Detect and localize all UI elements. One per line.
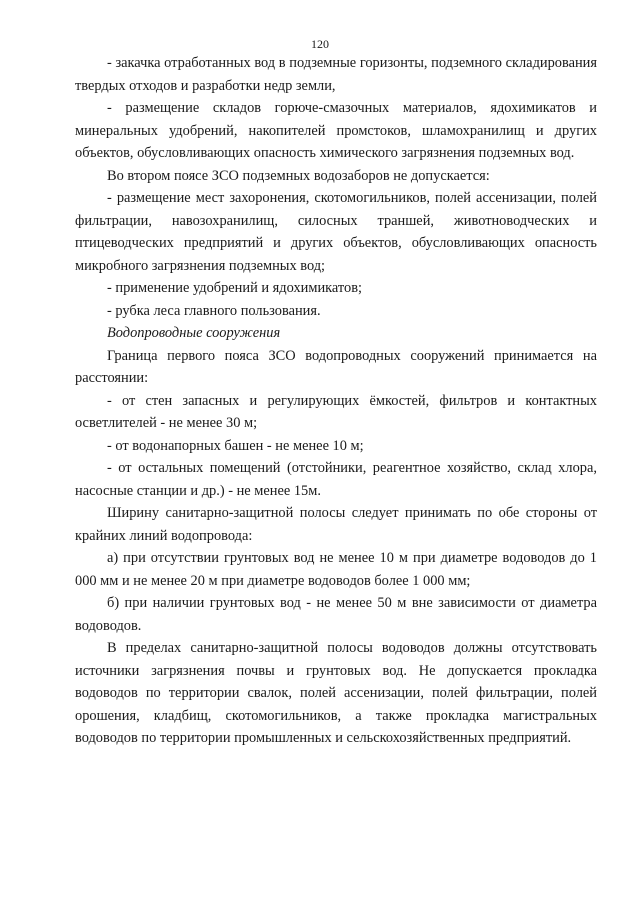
page-number: 120 [311,37,329,51]
paragraph-fuel-storage: - размещение складов горюче-смазочных материалов, ядохимикатов и минеральных удобрений, накопителей промстоков, шламохранилищ и других объектов, обусловливающих опасность химического загрязнения подземных вод. [75,100,597,161]
paragraph-burial-places: - размещение мест захоронения, скотомогильников, полей ассенизации, полей фильтрации, навозохранилищ, силосных траншей, животноводческих и птицеводческих предприятий и других объектов, обусловливающих опасность микробного загрязнения подземных вод; [75,190,597,274]
paragraph-no-groundwater: а) при отсутствии грунтовых вод не менее 10 м при диаметре водоводов до 1 000 мм и не менее 20 м при диаметре водоводов более 1 000 мм; [75,550,597,589]
paragraph-first-zone-boundary: Граница первого пояса ЗСО водопроводных сооружений принимается на расстоянии: [75,347,597,386]
document-body [75,52,597,750]
paragraph-second-zone-intro: Во втором поясе ЗСО подземных водозаборов не допускается: [107,167,490,184]
paragraph-fertilizers: - применение удобрений и ядохимикатов; [107,280,363,296]
paragraph-water-towers: - от водонапорных башен - не менее 10 м; [107,437,364,454]
paragraph-sanitary-strip-width: Ширину санитарно-защитной полосы следует принимать по обе стороны от крайних линий водопровода: [75,505,597,544]
section-heading-water-facilities: Водопроводные сооружения [107,325,281,341]
paragraph-pollution-sources: В пределах санитарно-защитной полосы водоводов должны отсутствовать источники загрязнения почвы и грунтовых вод. Не допускается прокладка водоводов по территории свалок, полей ассенизации, полей фильтрации, полей орошения, кладбищ, скотомогильников, а также прокладка магистральных водоводов по территории промышленных и сельскохозяйственных предприятий. [75,640,597,746]
paragraph-with-groundwater: б) при наличии грунтовых вод - не менее 50 м вне зависимости от диаметра водоводов. [75,595,597,634]
paragraph-other-premises: - от остальных помещений (отстойники, реагентное хозяйство, склад хлора, насосные станции и др.) - не менее 15м. [75,460,597,499]
paragraph-pumping-waste-water: - закачка отработанных вод в подземные горизонты, подземного складирования твердых отходов и разработки недр земли, [75,55,597,94]
paragraph-reserve-tanks: - от стен запасных и регулирующих ёмкостей, фильтров и контактных осветлителей - не менее 30 м; [75,392,597,431]
paragraph-logging: - рубка леса главного пользования. [107,302,321,319]
